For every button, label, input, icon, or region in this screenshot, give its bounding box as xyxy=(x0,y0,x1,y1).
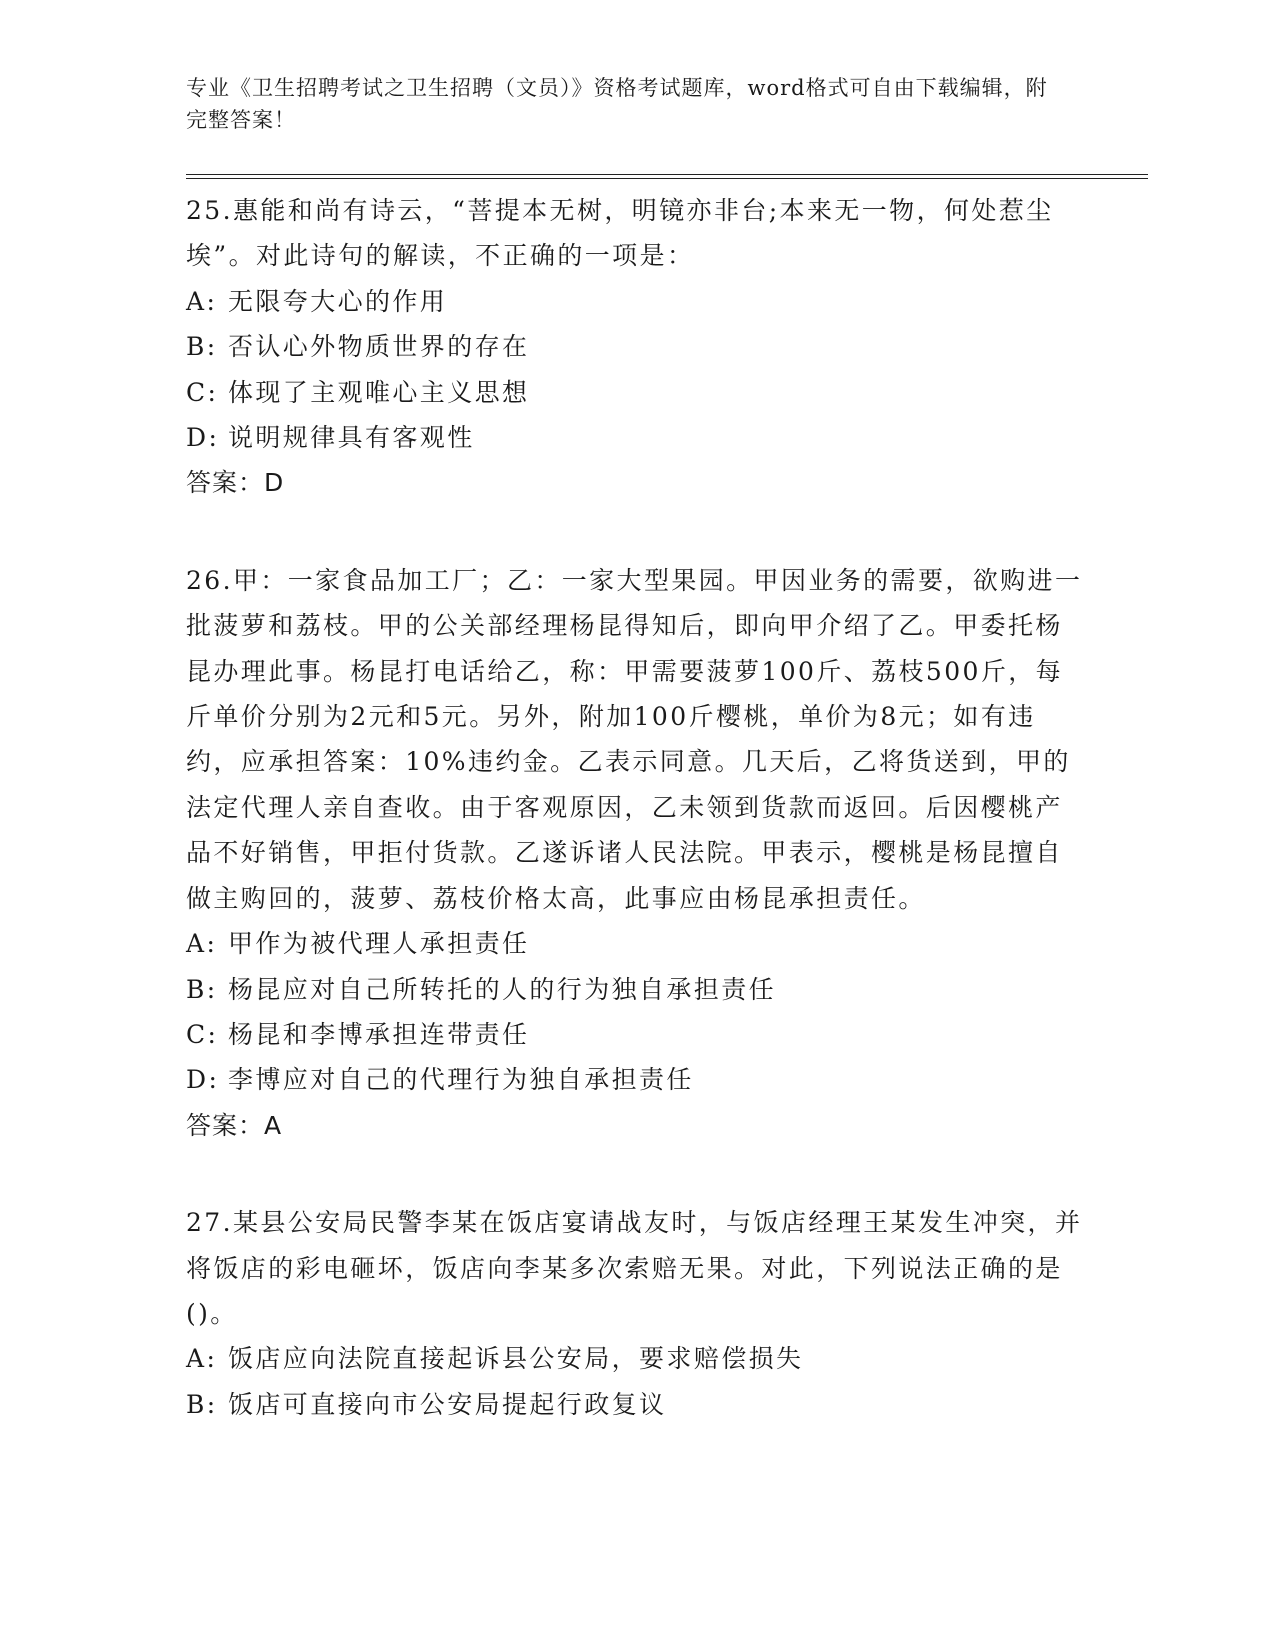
option-text: 无限夸大心的作用 xyxy=(228,286,448,316)
question-27 xyxy=(186,1200,1086,1427)
option-b xyxy=(186,967,1086,1012)
option-c xyxy=(186,370,1086,415)
option-label: D: xyxy=(186,1065,220,1095)
header-divider xyxy=(186,174,1148,179)
option-label: A: xyxy=(186,286,218,316)
page-header: 专业《卫生招聘考试之卫生招聘（文员）》资格考试题库，word格式可自由下载编辑，附完整答案！ xyxy=(186,76,1048,132)
option-text: 饭店应向法院直接起诉县公安局，要求赔偿损失 xyxy=(228,1344,804,1374)
question-stem: 26.甲：一家食品加工厂；乙：一家大型果园。甲因业务的需要，欲购进一批菠萝和荔枝。甲的公关部经理杨昆得知后，即向甲介绍了乙。甲委托杨昆办理此事。杨昆打电话给乙，称：甲需要菠萝100斤、荔枝500斤，每斤单价分别为2元和5元。另外，附加100斤樱桃，单价为8元；如有违约，应承担答案：10%违约金。乙表示同意。几天后，乙将货送到，甲的法定代理人亲自查收。由于客观原因，乙未领到货款而返回。后因樱桃产品不好销售，甲拒付货款。乙遂诉诸人民法院。甲表示，樱桃是杨昆擅自做主购回的，菠萝、荔枝价格太高，此事应由杨昆承担责任。 xyxy=(186,565,1083,913)
answer: 答案：A xyxy=(186,1110,283,1140)
question-25 xyxy=(186,188,1086,506)
option-text: 否认心外物质世界的存在 xyxy=(228,332,530,362)
option-text: 甲作为被代理人承担责任 xyxy=(228,929,530,959)
answer: 答案：D xyxy=(186,468,285,498)
option-label: B: xyxy=(186,1389,218,1419)
option-c xyxy=(186,1012,1086,1057)
option-text: 体现了主观唯心主义思想 xyxy=(228,377,530,407)
option-label: B: xyxy=(186,974,218,1004)
option-text: 杨昆和李博承担连带责任 xyxy=(228,1019,530,1049)
option-label: A: xyxy=(186,1344,218,1374)
option-text: 说明规律具有客观性 xyxy=(228,423,475,453)
option-label: D: xyxy=(186,423,220,453)
option-a xyxy=(186,921,1086,966)
option-b xyxy=(186,1382,1086,1427)
question-list xyxy=(186,188,1086,1479)
option-label: B: xyxy=(186,332,218,362)
option-a xyxy=(186,279,1086,324)
option-b xyxy=(186,324,1086,369)
option-a xyxy=(186,1336,1086,1381)
option-text: 饭店可直接向市公安局提起行政复议 xyxy=(228,1389,667,1419)
question-stem: 27.某县公安局民警李某在饭店宴请战友时，与饭店经理王某发生冲突，并将饭店的彩电砸坏，饭店向李某多次索赔无果。对此，下列说法正确的是()。 xyxy=(186,1208,1083,1328)
option-text: 李博应对自己的代理行为独自承担责任 xyxy=(228,1065,694,1095)
option-text: 杨昆应对自己所转托的人的行为独自承担责任 xyxy=(228,974,777,1004)
question-stem: 25.惠能和尚有诗云，“菩提本无树，明镜亦非台;本来无一物，何处惹尘埃”。对此诗句的解读，不正确的一项是： xyxy=(186,196,1054,271)
option-d xyxy=(186,415,1086,460)
option-d xyxy=(186,1057,1086,1102)
option-label: C: xyxy=(186,1019,219,1049)
option-label: A: xyxy=(186,929,218,959)
question-26 xyxy=(186,558,1086,1148)
option-label: C: xyxy=(186,377,219,407)
